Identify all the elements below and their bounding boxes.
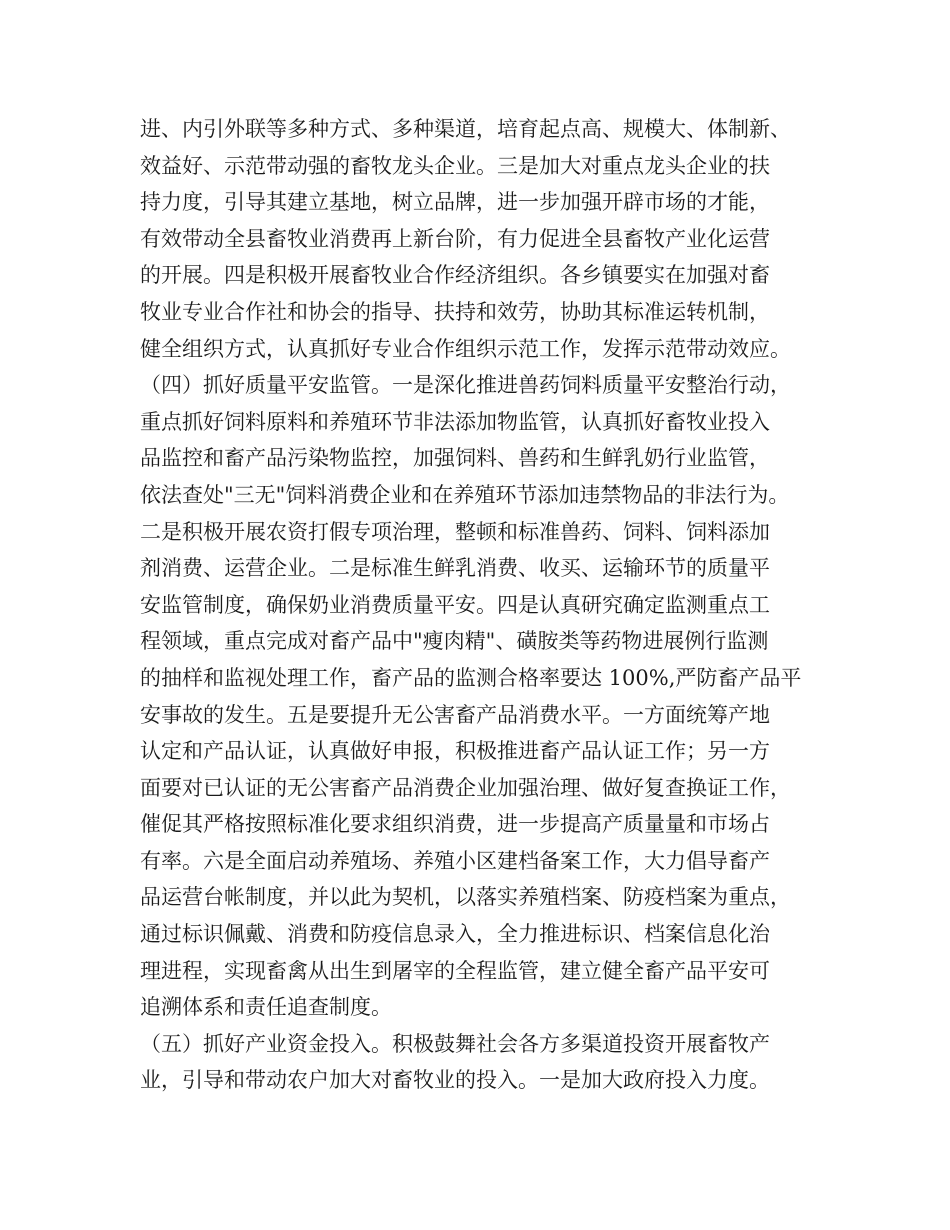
text-line: 依法查处"三无"饲料消费企业和在养殖环节添加违禁物品的非法行为。 <box>140 482 790 507</box>
text-line: 业，引导和带动农户加大对畜牧业的投入。一是加大政府投入力度。 <box>140 1068 770 1093</box>
text-line: 安监管制度，确保奶业消费质量平安。四是认真研究确定监测重点工 <box>140 592 770 617</box>
text-line: 二是积极开展农资打假专项治理，整顿和标准兽药、饲料、饲料添加 <box>140 519 770 544</box>
text-line: 的开展。四是积极开展畜牧业合作经济组织。各乡镇要实在加强对畜 <box>140 263 770 288</box>
text-line: 重点抓好饲料原料和养殖环节非法添加物监管，认真抓好畜牧业投入 <box>140 409 770 434</box>
text-line: （四）抓好质量平安监管。一是深化推进兽药饲料质量平安整治行动， <box>140 373 791 398</box>
text-line: 有率。六是全面启动养殖场、养殖小区建档备案工作，大力倡导畜产 <box>140 848 770 873</box>
text-line: 催促其严格按照标准化要求组织消费，进一步提高产质量量和市场占 <box>140 812 770 837</box>
text-line: 通过标识佩戴、消费和防疫信息录入，全力推进标识、档案信息化治 <box>140 922 770 947</box>
text-line: 认定和产品认证，认真做好申报，积极推进畜产品认证工作；另一方 <box>140 739 770 764</box>
body-text <box>140 111 840 1099</box>
text-line: 有效带动全县畜牧业消费再上新台阶，有力促进全县畜牧产业化运营 <box>140 226 770 251</box>
text-line: 理进程，实现畜禽从出生到屠宰的全程监管，建立健全畜产品平安可 <box>140 958 770 983</box>
text-line: 进、内引外联等多种方式、多种渠道，培育起点高、规模大、体制新、 <box>140 117 791 141</box>
text-line: 牧业专业合作社和协会的指导、扶持和效劳，协助其标准运转机制， <box>140 299 770 324</box>
text-line: 品运营台帐制度，并以此为契机，以落实养殖档案、防疫档案为重点， <box>140 885 791 910</box>
text-line: 效益好、示范带动强的畜牧龙头企业。三是加大对重点龙头企业的扶 <box>140 153 770 178</box>
text-line: 健全组织方式，认真抓好专业合作组织示范工作，发挥示范带动效应。 <box>140 336 791 361</box>
text-line: 的抽样和监视处理工作，畜产品的监测合格率要达 100%,严防畜产品平 <box>140 665 802 690</box>
text-line: 持力度，引导其建立基地，树立品牌，进一步加强开辟市场的才能， <box>140 190 770 215</box>
text-line: 追溯体系和责任追查制度。 <box>140 995 392 1020</box>
text-line: 安事故的发生。五是要提升无公害畜产品消费水平。一方面统筹产地 <box>140 702 770 727</box>
text-line: （五）抓好产业资金投入。积极鼓舞社会各方多渠道投资开展畜牧产 <box>140 1031 770 1056</box>
text-line: 程领域，重点完成对畜产品中"瘦肉精"、磺胺类等药物进展例行监测 <box>140 629 769 654</box>
text-line: 品监控和畜产品污染物监控，加强饲料、兽药和生鲜乳奶行业监管， <box>140 446 770 471</box>
text-line: 剂消费、运营企业。二是标准生鲜乳消费、收买、运输环节的质量平 <box>140 556 770 581</box>
text-line: 面要对已认证的无公害畜产品消费企业加强治理、做好复查换证工作， <box>140 775 791 800</box>
